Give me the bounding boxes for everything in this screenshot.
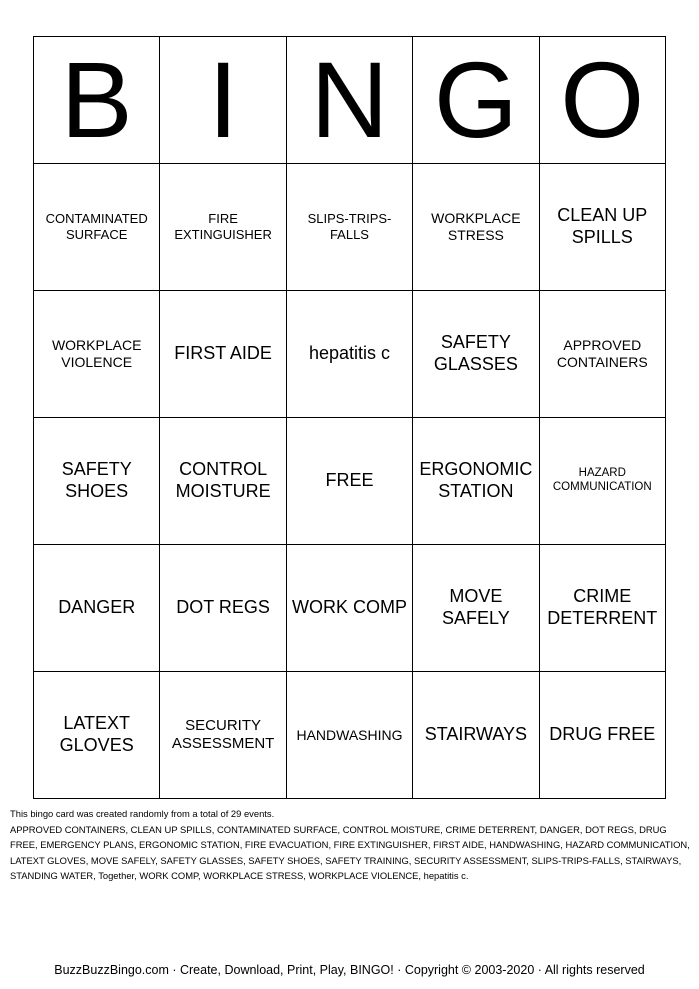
bingo-row — [34, 164, 666, 291]
bingo-cell-free: FREE — [286, 418, 412, 545]
bingo-cell: FIRE EXTINGUISHER — [160, 164, 286, 291]
bingo-cell: CLEAN UP SPILLS — [539, 164, 665, 291]
bingo-row — [34, 545, 666, 672]
bingo-cell: HAZARD COMMUNICATION — [539, 418, 665, 545]
bingo-cell: SECURITY ASSESSMENT — [160, 672, 286, 799]
bingo-cell: MOVE SAFELY — [413, 545, 539, 672]
bingo-cell: hepatitis c — [286, 291, 412, 418]
bingo-cell: WORK COMP — [286, 545, 412, 672]
bingo-cell: WORKPLACE VIOLENCE — [34, 291, 160, 418]
event-list: APPROVED CONTAINERS, CLEAN UP SPILLS, CONTAMINATED SURFACE, CONTROL MOISTURE, CRIME DETERRENT, DANGER, DOT REGS, DRUG FREE, EMERGENCY PLANS, ERGONOMIC STATION, FIRE EVACUATION, FIRE EXTINGUISHER, FIRST AIDE, HANDWASHING, HAZARD COMMUNICATION, LATEXT GLOVES, MOVE SAFELY, SAFETY GLASSES, SAFETY SHOES, SAFETY TRAINING, SECURITY ASSESSMENT, SLIPS-TRIPS-FALLS, STAIRWAYS, STANDING WATER, Together, WORK COMP, WORKPLACE STRESS, WORKPLACE VIOLENCE, hepatitis c. — [10, 823, 690, 881]
header-letter-o: O — [539, 37, 665, 164]
bingo-row — [34, 418, 666, 545]
bingo-cell: ERGONOMIC STATION — [413, 418, 539, 545]
header-letter-g: G — [413, 37, 539, 164]
bingo-cell: DANGER — [34, 545, 160, 672]
bingo-header-row — [34, 37, 666, 164]
bingo-row — [34, 291, 666, 418]
header-letter-i: I — [160, 37, 286, 164]
bingo-cell: FIRST AIDE — [160, 291, 286, 418]
bingo-cell: CRIME DETERRENT — [539, 545, 665, 672]
bingo-card — [33, 36, 666, 799]
bingo-cell: CONTROL MOISTURE — [160, 418, 286, 545]
header-letter-b: B — [34, 37, 160, 164]
bingo-cell: SLIPS-TRIPS-FALLS — [286, 164, 412, 291]
note-intro: This bingo card was created randomly from a total of 29 events. — [10, 808, 275, 819]
bingo-cell: CONTAMINATED SURFACE — [34, 164, 160, 291]
bingo-row — [34, 672, 666, 799]
bingo-cell: DRUG FREE — [539, 672, 665, 799]
bingo-cell: STAIRWAYS — [413, 672, 539, 799]
page-footer: BuzzBuzzBingo.com · Create, Download, Print, Play, BINGO! · Copyright © 2003-2020 · All rights reserved — [54, 963, 645, 977]
card-note — [10, 806, 690, 884]
bingo-cell: SAFETY SHOES — [34, 418, 160, 545]
bingo-cell: DOT REGS — [160, 545, 286, 672]
bingo-cell: APPROVED CONTAINERS — [539, 291, 665, 418]
bingo-cell: SAFETY GLASSES — [413, 291, 539, 418]
bingo-cell: HANDWASHING — [286, 672, 412, 799]
bingo-cell: WORKPLACE STRESS — [413, 164, 539, 291]
header-letter-n: N — [286, 37, 412, 164]
bingo-cell: LATEXT GLOVES — [34, 672, 160, 799]
